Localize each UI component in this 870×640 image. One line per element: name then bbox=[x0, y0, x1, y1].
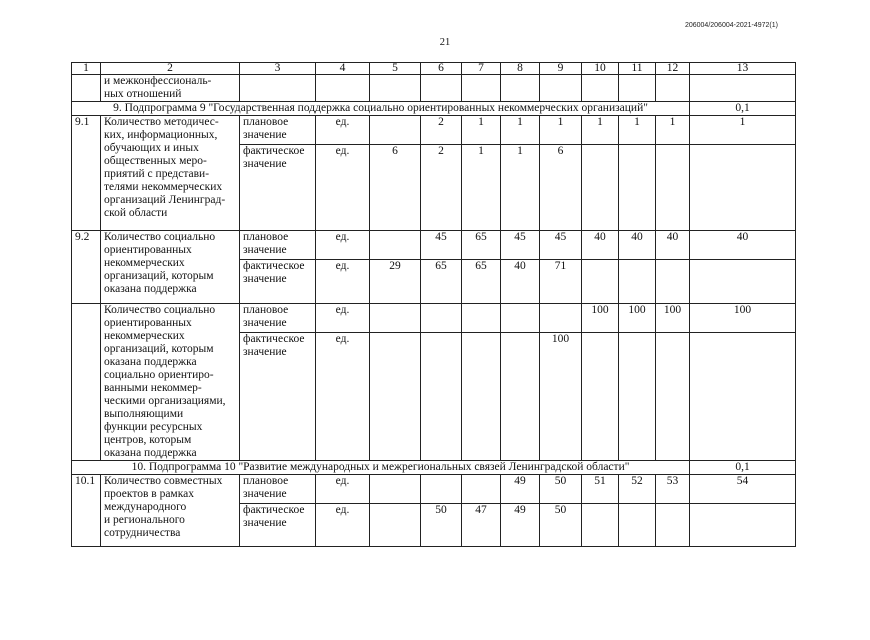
value-cell: 50 bbox=[540, 504, 582, 547]
value-type-label: фактическое значение bbox=[240, 260, 316, 304]
value-cell: 1 bbox=[462, 116, 501, 145]
row-number: 9.2 bbox=[72, 231, 101, 304]
value-cell: 1 bbox=[656, 116, 690, 145]
value-cell: 6 bbox=[540, 145, 582, 231]
unit-cell: ед. bbox=[316, 260, 370, 304]
section-weight: 0,1 bbox=[690, 102, 796, 116]
value-type-label: фактическое значение bbox=[240, 145, 316, 231]
value-cell: 40 bbox=[619, 231, 656, 260]
value-cell: 100 bbox=[690, 304, 796, 333]
value-cell: 2 bbox=[421, 116, 462, 145]
value-cell: 65 bbox=[462, 260, 501, 304]
indicator-name: Количество социально ориентированных некоммерческих организаций, которым оказана поддержка социально ориентиро- ванными некоммер- ческими организациями, выполняющими функции ресурсных центров, которым оказана поддержка bbox=[101, 304, 240, 461]
header-cell: 6 bbox=[421, 63, 462, 75]
value-cell: 6 bbox=[370, 145, 421, 231]
section-title: 9. Подпрограмма 9 "Государственная поддержка социально ориентированных некоммерческих организаций" bbox=[72, 102, 690, 116]
value-cell: 52 bbox=[619, 475, 656, 504]
value-cell: 65 bbox=[462, 231, 501, 260]
value-type-label: фактическое значение bbox=[240, 333, 316, 461]
section-weight: 0,1 bbox=[690, 461, 796, 475]
unit-cell: ед. bbox=[316, 304, 370, 333]
value-cell: 50 bbox=[421, 504, 462, 547]
table-row bbox=[72, 116, 796, 145]
unit-cell: ед. bbox=[316, 145, 370, 231]
document-id: 206004/206004-2021-4972(1) bbox=[684, 22, 778, 29]
value-cell: 100 bbox=[582, 304, 619, 333]
value-type-label: плановое значение bbox=[240, 231, 316, 260]
value-cell: 53 bbox=[656, 475, 690, 504]
value-cell: 100 bbox=[540, 333, 582, 461]
unit-cell: ед. bbox=[316, 475, 370, 504]
value-cell: 2 bbox=[421, 145, 462, 231]
value-cell: 100 bbox=[619, 304, 656, 333]
header-cell: 4 bbox=[316, 63, 370, 75]
value-cell bbox=[370, 231, 421, 260]
value-cell: 100 bbox=[656, 304, 690, 333]
table-row bbox=[72, 475, 796, 504]
value-cell: 40 bbox=[690, 231, 796, 260]
value-cell: 47 bbox=[462, 504, 501, 547]
value-cell: 40 bbox=[656, 231, 690, 260]
value-cell: 49 bbox=[501, 475, 540, 504]
unit-cell: ед. bbox=[316, 333, 370, 461]
unit-cell: ед. bbox=[316, 116, 370, 145]
indicator-name: Количество методичес- ких, информационных, обучающих и иных общественных меро- приятий с представи- телями некоммерческих организаций Ленинград- ской области bbox=[101, 116, 240, 231]
header-cell: 8 bbox=[501, 63, 540, 75]
value-type-label: плановое значение bbox=[240, 116, 316, 145]
value-cell: 45 bbox=[501, 231, 540, 260]
unit-cell: ед. bbox=[316, 504, 370, 547]
indicator-name: Количество совместных проектов в рамках международного и регионального сотрудничества bbox=[101, 475, 240, 547]
header-cell: 1 bbox=[72, 63, 101, 75]
section-row bbox=[72, 461, 796, 475]
value-type-label: плановое значение bbox=[240, 304, 316, 333]
value-cell: 1 bbox=[501, 145, 540, 231]
value-cell: 54 bbox=[690, 475, 796, 504]
value-cell: 51 bbox=[582, 475, 619, 504]
page-number: 21 bbox=[439, 37, 451, 48]
header-cell: 9 bbox=[540, 63, 582, 75]
header-cell: 7 bbox=[462, 63, 501, 75]
table-row bbox=[72, 231, 796, 260]
value-cell: 71 bbox=[540, 260, 582, 304]
table-row bbox=[72, 75, 796, 102]
value-cell: 65 bbox=[421, 260, 462, 304]
value-cell: 1 bbox=[619, 116, 656, 145]
value-cell: 29 bbox=[370, 260, 421, 304]
header-cell: 5 bbox=[370, 63, 421, 75]
section-row bbox=[72, 102, 796, 116]
header-cell: 12 bbox=[656, 63, 690, 75]
indicator-name: Количество социально ориентированных некоммерческих организаций, которым оказана поддержка bbox=[101, 231, 240, 304]
header-cell: 13 bbox=[690, 63, 796, 75]
header-cell: 11 bbox=[619, 63, 656, 75]
value-cell: 40 bbox=[582, 231, 619, 260]
column-number-row bbox=[72, 63, 796, 75]
row-number: 9.1 bbox=[72, 116, 101, 231]
value-cell: 1 bbox=[540, 116, 582, 145]
table-row bbox=[72, 304, 796, 333]
value-cell: 1 bbox=[501, 116, 540, 145]
value-cell: 1 bbox=[582, 116, 619, 145]
value-cell: 40 bbox=[501, 260, 540, 304]
header-cell: 3 bbox=[240, 63, 316, 75]
value-cell: 49 bbox=[501, 504, 540, 547]
value-cell: 45 bbox=[540, 231, 582, 260]
value-cell: 45 bbox=[421, 231, 462, 260]
value-cell bbox=[370, 116, 421, 145]
unit-cell: ед. bbox=[316, 231, 370, 260]
value-type-label: фактическое значение bbox=[240, 504, 316, 547]
indicator-name: и межконфессиональ- ных отношений bbox=[101, 75, 240, 102]
row-number: 10.1 bbox=[72, 475, 101, 547]
value-cell: 1 bbox=[462, 145, 501, 231]
value-cell: 50 bbox=[540, 475, 582, 504]
header-cell: 10 bbox=[582, 63, 619, 75]
value-type-label: плановое значение bbox=[240, 475, 316, 504]
value-cell: 1 bbox=[690, 116, 796, 145]
header-cell: 2 bbox=[101, 63, 240, 75]
indicators-table bbox=[71, 62, 796, 547]
section-title: 10. Подпрограмма 10 "Развитие международных и межрегиональных связей Ленинградской области" bbox=[72, 461, 690, 475]
